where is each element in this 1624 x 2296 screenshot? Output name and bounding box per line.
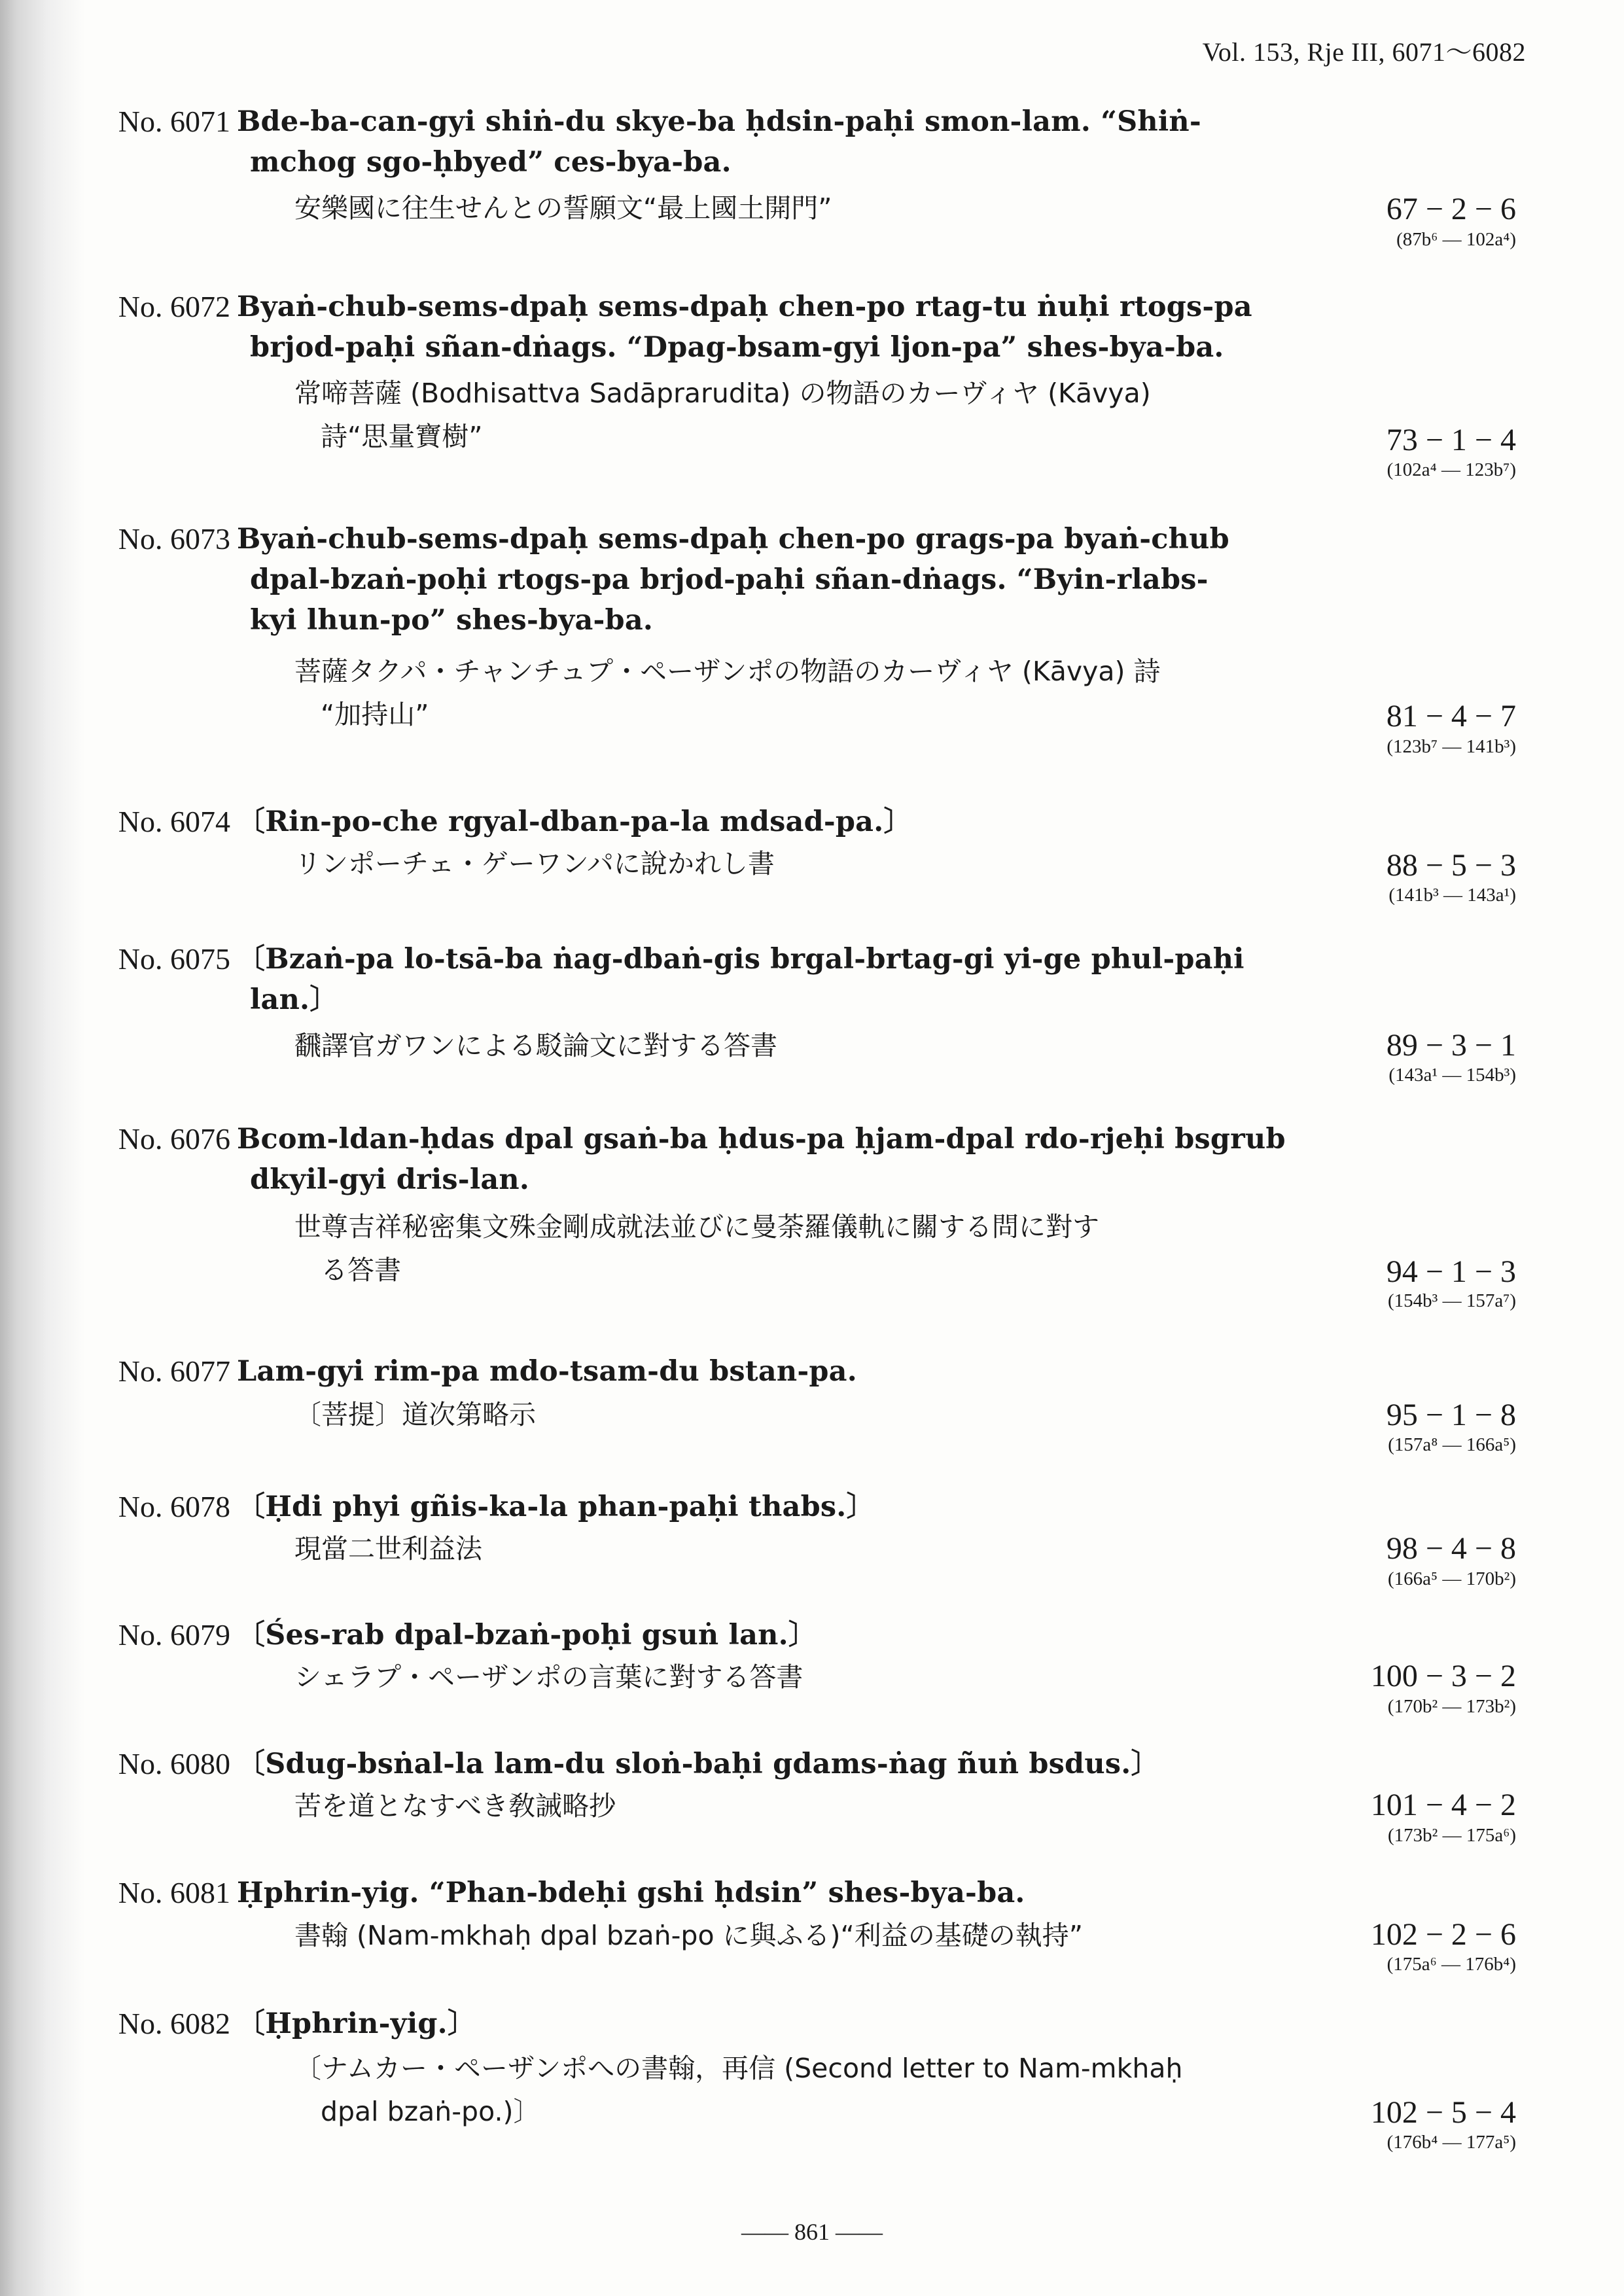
entry-number: No. 6076 (118, 1122, 230, 1156)
volume-page-ref: 100 − 3 − 2 (1370, 1659, 1516, 1693)
tibetan-title-line: 〔Bzaṅ-pa lo-tsā-ba ṅag-dbaṅ-gis brgal-brtag-gi yi-ge phul-paḥi (237, 943, 1244, 976)
volume-page-ref: 81 − 4 − 7 (1386, 699, 1516, 733)
tibetan-title (237, 2004, 1323, 2044)
japanese-title-line: る答書 (321, 1254, 401, 1286)
japanese-title-line: 菩薩タクパ・チャンチュプ・ペーザンポの物語のカーヴィヤ (Kāvya) 詩 (294, 656, 1161, 687)
tibetan-title (237, 939, 1323, 1020)
volume-page-ref: 67 − 2 − 6 (1386, 192, 1516, 226)
tibetan-title-line: Byaṅ-chub-sems-dpaḥ sems-dpaḥ chen-po rtag-tu ṅuḥi rtogs-pa (237, 291, 1252, 323)
japanese-title (294, 2047, 1341, 2133)
entry-number: No. 6071 (118, 105, 230, 138)
tibetan-title-line: brjod-paḥi sñan-dṅags. “Dpag-bsam-gyi ljon-pa” shes-bya-ba. (250, 331, 1224, 364)
japanese-title (294, 1205, 1341, 1292)
volume-page-ref: 94 − 1 − 3 (1386, 1254, 1516, 1289)
tibetan-title-line: 〔Ḥphrin-yig.〕 (237, 2007, 476, 2040)
japanese-title (294, 1914, 1341, 1957)
tibetan-title-line: Bde-ba-can-gyi shiṅ-du skye-ba ḥdsin-paḥi smon-lam. “Shiṅ- (237, 105, 1201, 138)
japanese-title-line: 苦を道となすべき敎誡略抄 (294, 1790, 616, 1822)
japanese-title (294, 1784, 1341, 1828)
tibetan-title-line: dpal-bzaṅ-poḥi rtogs-pa brjod-paḥi sñan-dṅags. “Byin-rlabs- (250, 563, 1209, 596)
japanese-title-line: 安樂國に往生せんとの誓願文“最上國土開門” (294, 192, 832, 224)
volume-page-ref: 98 − 4 − 8 (1386, 1531, 1516, 1566)
tibetan-title (237, 101, 1323, 183)
entry-number: No. 6077 (118, 1354, 230, 1388)
entry-number: No. 6078 (118, 1490, 230, 1523)
folio-range: (143a¹ — 154b³) (1388, 1065, 1516, 1086)
japanese-title-line: 現當二世利益法 (294, 1533, 482, 1564)
japanese-title (294, 842, 1341, 885)
tibetan-title-line: Byaṅ-chub-sems-dpaḥ sems-dpaḥ chen-po grags-pa byaṅ-chub (237, 523, 1229, 556)
japanese-title (294, 650, 1341, 736)
japanese-title-line: “加持山” (321, 699, 429, 730)
japanese-title (294, 1393, 1341, 1436)
volume-page-ref: 101 − 4 − 2 (1370, 1788, 1516, 1822)
volume-page-ref: 95 − 1 − 8 (1386, 1398, 1516, 1432)
page-header: Vol. 153, Rje III, 6071〜6082 (1202, 37, 1526, 67)
japanese-title (294, 1527, 1341, 1570)
folio-range: (154b³ — 157a⁷) (1388, 1290, 1516, 1311)
tibetan-title-line: 〔Sdug-bsṅal-la lam-du sloṅ-baḥi gdams-ṅag ñuṅ bsdus.〕 (237, 1748, 1159, 1780)
folio-range: (175a⁶ — 176b⁴) (1386, 1954, 1516, 1975)
volume-page-ref: 102 − 2 − 6 (1370, 1917, 1516, 1952)
tibetan-title (237, 1351, 1323, 1392)
tibetan-title (237, 1119, 1323, 1200)
japanese-title (294, 1655, 1341, 1699)
folio-range: (173b² — 175a⁶) (1388, 1825, 1516, 1846)
folio-range: (176b⁴ — 177a⁵) (1386, 2132, 1516, 2153)
tibetan-title-line: dkyil-gyi dris-lan. (250, 1163, 530, 1196)
japanese-title-line: リンポーチェ・ゲーワンパに說かれし書 (294, 848, 775, 879)
volume-page-ref: 73 − 1 − 4 (1386, 423, 1516, 457)
tibetan-title (237, 1873, 1323, 1913)
entry-number: No. 6075 (118, 942, 230, 976)
japanese-title-line: 詩“思量寶樹” (321, 421, 483, 452)
japanese-title-line: 〔菩提〕道次第略示 (294, 1399, 536, 1430)
tibetan-title (237, 802, 1323, 842)
folio-range: (87b⁶ — 102a⁴) (1396, 229, 1516, 250)
volume-page-ref: 88 − 5 − 3 (1386, 848, 1516, 883)
entry-number: No. 6072 (118, 290, 230, 323)
entry-number: No. 6079 (118, 1618, 230, 1651)
tibetan-title-line: Bcom-ldan-ḥdas dpal gsaṅ-ba ḥdus-pa ḥjam-dpal rdo-rjeḥi bsgrub (237, 1123, 1286, 1156)
page-number: —— 861 —— (741, 2219, 883, 2245)
volume-page-ref: 89 − 3 − 1 (1386, 1028, 1516, 1063)
entry-number: No. 6082 (118, 2007, 230, 2040)
japanese-title-line: dpal bzaṅ-po.)〕 (321, 2096, 540, 2127)
tibetan-title (237, 287, 1323, 368)
folio-range: (141b³ — 143a¹) (1388, 885, 1516, 906)
tibetan-title (237, 1744, 1323, 1784)
entry-number: No. 6081 (118, 1876, 230, 1909)
volume-page-ref: 102 − 5 − 4 (1370, 2095, 1516, 2130)
folio-range: (166a⁵ — 170b²) (1388, 1568, 1516, 1589)
folio-range: (102a⁴ — 123b⁷) (1386, 459, 1516, 480)
entry-number: No. 6074 (118, 805, 230, 838)
folio-range: (170b² — 173b²) (1387, 1696, 1516, 1717)
folio-range: (157a⁸ — 166a⁵) (1388, 1434, 1516, 1455)
japanese-title-line: 〔ナムカー・ペーザンポへの書翰，再信 (Second letter to Nam-mkhaḥ (294, 2053, 1183, 2084)
entry-number: No. 6080 (118, 1747, 230, 1780)
tibetan-title (237, 519, 1323, 641)
entry-number: No. 6073 (118, 522, 230, 556)
tibetan-title-line: Ḥphrin-yig. “Phan-bdeḥi gshi ḥdsin” shes-bya-ba. (237, 1877, 1025, 1909)
tibetan-title-line: 〔Rin-po-che rgyal-dban-pa-la mdsad-pa.〕 (237, 805, 912, 838)
tibetan-title-line: kyi lhun-po” shes-bya-ba. (250, 604, 654, 637)
japanese-title (294, 1024, 1341, 1067)
tibetan-title-line: mchog sgo-ḥbyed” ces-bya-ba. (250, 146, 732, 179)
japanese-title-line: シェラプ・ペーザンポの言葉に對する答書 (294, 1661, 803, 1693)
scan-edge-shadow (0, 0, 85, 2296)
tibetan-title-line: 〔Ḥdi phyi gñis-ka-la phan-paḥi thabs.〕 (237, 1491, 875, 1523)
folio-range: (123b⁷ — 141b³) (1386, 736, 1516, 757)
japanese-title-line: 世尊吉祥秘密集文殊金剛成就法並びに曼荼羅儀軌に關する問に對す (294, 1211, 1099, 1243)
tibetan-title-line: 〔Śes-rab dpal-bzaṅ-poḥi gsuṅ lan.〕 (237, 1619, 817, 1651)
japanese-title (294, 186, 1341, 230)
japanese-title (294, 372, 1341, 458)
tibetan-title (237, 1487, 1323, 1527)
japanese-title-line: 書翰 (Nam-mkhaḥ dpal bzaṅ-po に與ふる)“利益の基礎の執持” (294, 1920, 1084, 1951)
japanese-title-line: 飜譯官ガワンによる駁論文に對する答書 (294, 1030, 777, 1061)
tibetan-title (237, 1615, 1323, 1655)
tibetan-title-line: lan.〕 (250, 983, 338, 1016)
japanese-title-line: 常啼菩薩 (Bodhisattva Sadāprarudita) の物語のカーヴィヤ (Kāvya) (294, 378, 1151, 409)
tibetan-title-line: Lam-gyi rim-pa mdo-tsam-du bstan-pa. (237, 1355, 857, 1388)
